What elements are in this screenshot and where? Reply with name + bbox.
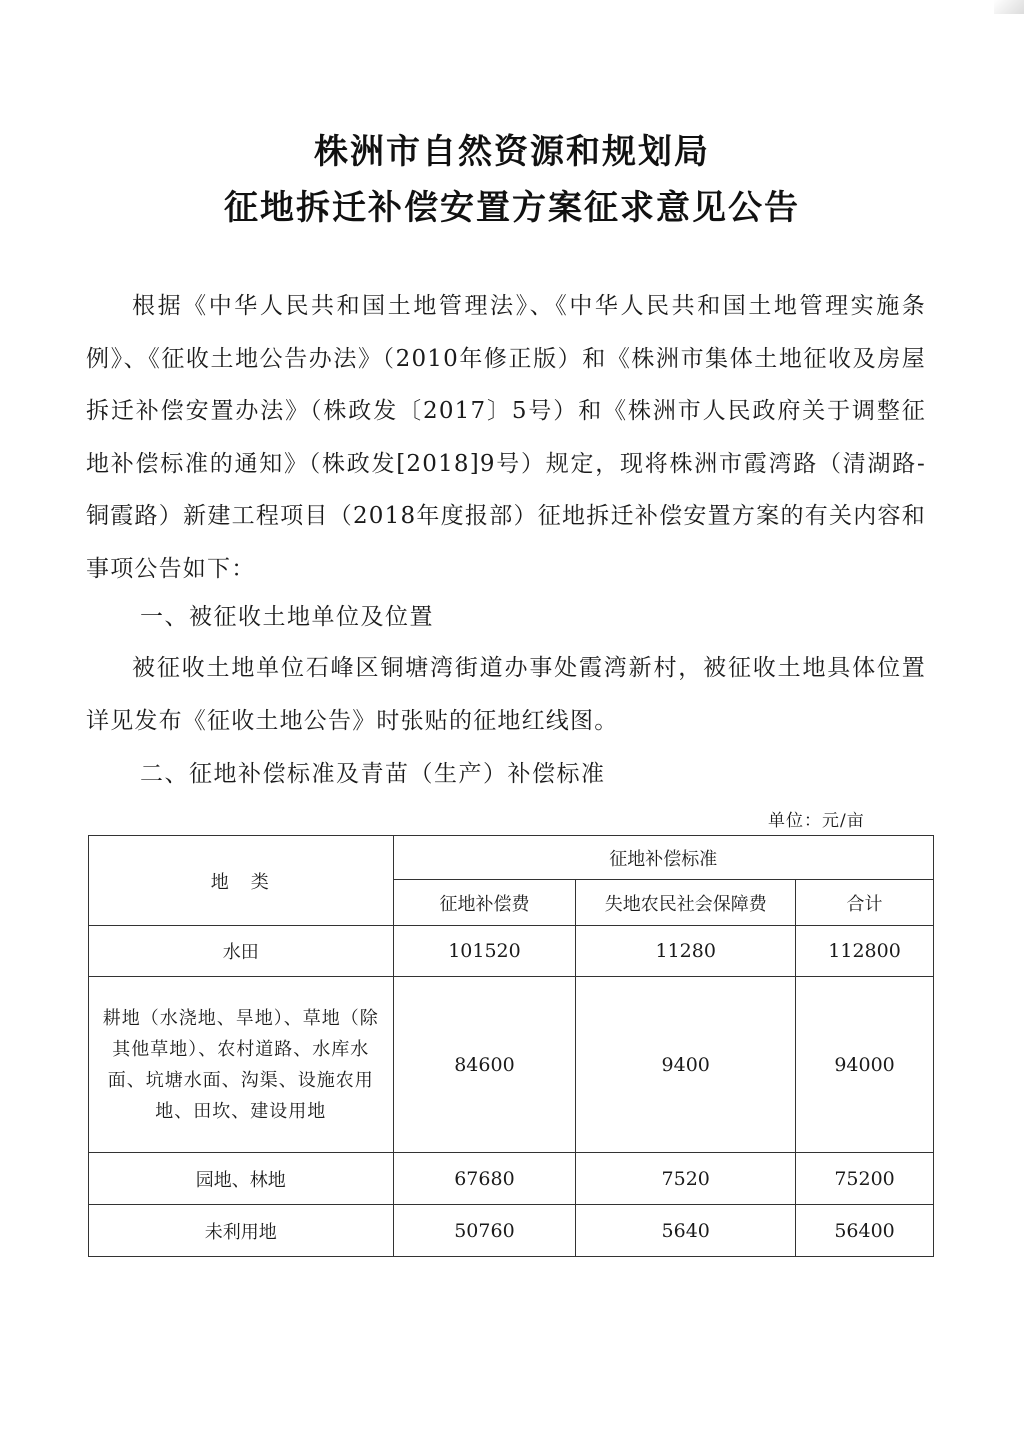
row-total: 56400 [796,1205,934,1257]
row-fee: 67680 [393,1153,576,1205]
row-total: 94000 [796,977,934,1153]
row-land-type: 耕地（水浇地、旱地）、草地（除其他草地）、农村道路、水库水面、坑塘水面、沟渠、设施农用地、田坎、建设用地 [89,977,394,1153]
row-fee: 84600 [393,977,576,1153]
row-total: 75200 [796,1153,934,1205]
header-total: 合计 [796,880,934,926]
table-header-row [89,836,934,880]
table-row [89,977,934,1153]
scan-corner-mark [994,0,1024,14]
row-land-type: 未利用地 [89,1205,394,1257]
table-row [89,926,934,977]
row-fee: 50760 [393,1205,576,1257]
header-fee: 征地补偿费 [393,880,576,926]
row-land-type: 园地、林地 [89,1153,394,1205]
unit-label: 单位：元/亩 [768,811,865,831]
row-social: 9400 [576,977,796,1153]
row-social: 5640 [576,1205,796,1257]
header-land-type: 地 类 [89,836,394,926]
table-row [89,1153,934,1205]
title-line-1: 株洲市自然资源和规划局 [314,132,710,172]
row-land-type: 水田 [89,926,394,977]
intro-paragraph: 根据《中华人民共和国土地管理法》、《中华人民共和国土地管理实施条例》、《征收土地公告办法》（2010年修正版）和《株洲市集体土地征收及房屋拆迁补偿安置办法》（株政发〔2017〕5号）和《株洲市人民政府关于调整征地补偿标准的通知》（株政发[2018]9号）规定，现将株洲市霞湾路（清湖路-铜霞路）新建工程项目（2018年度报部）征地拆迁补偿安置方案的有关内容和事项公告如下： [86,293,926,582]
row-social: 11280 [576,926,796,977]
title-line-2: 征地拆迁补偿安置方案征求意见公告 [224,188,800,228]
header-social-security: 失地农民社会保障费 [576,880,796,926]
row-fee: 101520 [393,926,576,977]
section1-body: 被征收土地单位石峰区铜塘湾街道办事处霞湾新村，被征收土地具体位置详见发布《征收土地公告》时张贴的征地红线图。 [86,655,926,734]
table-row [89,1205,934,1257]
compensation-table [88,835,934,1257]
header-compensation-standard: 征地补偿标准 [393,836,933,880]
section1-heading: 一、被征收土地单位及位置 [140,604,434,630]
row-social: 7520 [576,1153,796,1205]
section2-heading: 二、征地补偿标准及青苗（生产）补偿标准 [140,761,606,787]
row-total: 112800 [796,926,934,977]
